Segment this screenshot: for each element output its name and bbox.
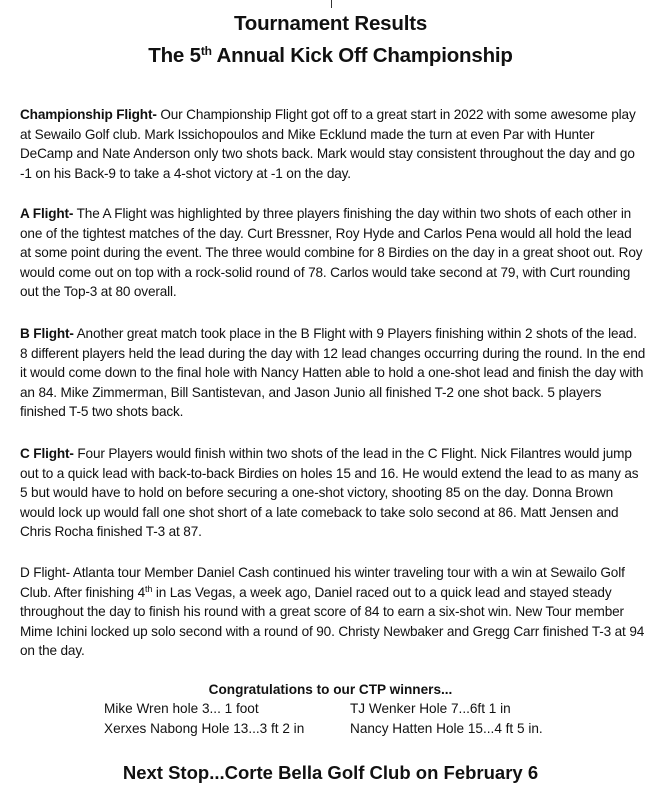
section-label: B Flight-: [20, 326, 74, 341]
section-text-rest: in Las Vegas, a week ago, Daniel raced out to a quick lead and stayed steady throughout the day to finish his round with a great score of 84 to earn a six-shot win. New Tour member Mime Ichini locked up solo second with a round of 90. Christy Newbaker and Gregg Carr finished T-3 at 94 on the day.: [20, 584, 645, 659]
section-text-lead: D Flight- Atlanta tour Member Daniel Cash continued his winter traveling tour with a win at Sewailo Golf Club. After finishing 4: [20, 565, 625, 600]
championship-flight-section: [20, 105, 646, 183]
page-title: Tournament Results: [233, 12, 428, 35]
a-flight-section: [20, 204, 646, 302]
ordinal-suffix: th: [145, 583, 153, 594]
ctp-winner: Xerxes Nabong Hole 13...3 ft 2 in: [104, 721, 305, 736]
subtitle-prefix: The 5: [148, 44, 201, 67]
section-text: The A Flight was highlighted by three players finishing the day within two shots of each other in one of the tightest matches of the day. Curt Bressner, Roy Hyde and Carlos Pena would all hold the lead at some point during the event. The three would combine for 8 Birdies on the day in a great shoot out. Roy would come out on top with a rock-solid round of 78. Carlos would take second at 79, with Curt rounding out the Top-3 at 80 overall.: [20, 206, 643, 300]
section-label: C Flight-: [20, 446, 74, 461]
section-label: Championship Flight-: [20, 107, 157, 122]
ctp-winner: Mike Wren hole 3... 1 foot: [104, 701, 259, 716]
c-flight-section: [20, 444, 646, 542]
b-flight-section: [20, 324, 646, 422]
page-subtitle: [0, 42, 661, 70]
ctp-winner: Nancy Hatten Hole 15...4 ft 5 in.: [350, 721, 543, 736]
section-text: Four Players would finish within two shots of the lead in the C Flight. Nick Filantres would jump out to a quick lead with back-to-back Birdies on holes 15 and 16. He would extend the lead to as many as 5 but would have to hold on before securing a one-shot victory, shooting 85 on the day. Donna Brown would lock up would fall one shot short of a late comeback to take solo second at 86. Matt Jensen and Chris Rocha finished T-3 at 87.: [20, 446, 639, 540]
subtitle-ordinal: th: [200, 44, 212, 58]
next-stop-banner: Next Stop...Corte Bella Golf Club on February 6: [122, 762, 539, 783]
section-text: Another great match took place in the B Flight with 9 Players finishing within 2 shots of the lead. 8 different players held the lead during the day with 12 lead changes occurring during the round. In the end it would come down to the final hole with Nancy Hatten able to hold a one-shot lead and finish the day with an 84. Mike Zimmerman, Bill Santistevan, and Jason Junio all finished T-2 one shot back. 5 players finished T-5 two shots back.: [20, 326, 646, 420]
d-flight-section: [20, 563, 646, 661]
subtitle-suffix: Annual Kick Off Championship: [211, 44, 513, 67]
section-label: A Flight-: [20, 206, 74, 221]
ctp-winner: TJ Wenker Hole 7...6ft 1 in: [350, 701, 511, 716]
section-text: Our Championship Flight got off to a great start in 2022 with some awesome play at Sewailo Golf club. Mark Issichopoulos and Mike Ecklund made the turn at even Par with Hunter DeCamp and Nate Anderson only two shots back. Mark would stay consistent throughout the day and go -1 on his Back-9 to take a 4-shot victory at -1 on the day.: [20, 107, 636, 181]
top-tick-mark: [331, 0, 332, 8]
ctp-heading: Congratulations to our CTP winners...: [208, 682, 453, 697]
